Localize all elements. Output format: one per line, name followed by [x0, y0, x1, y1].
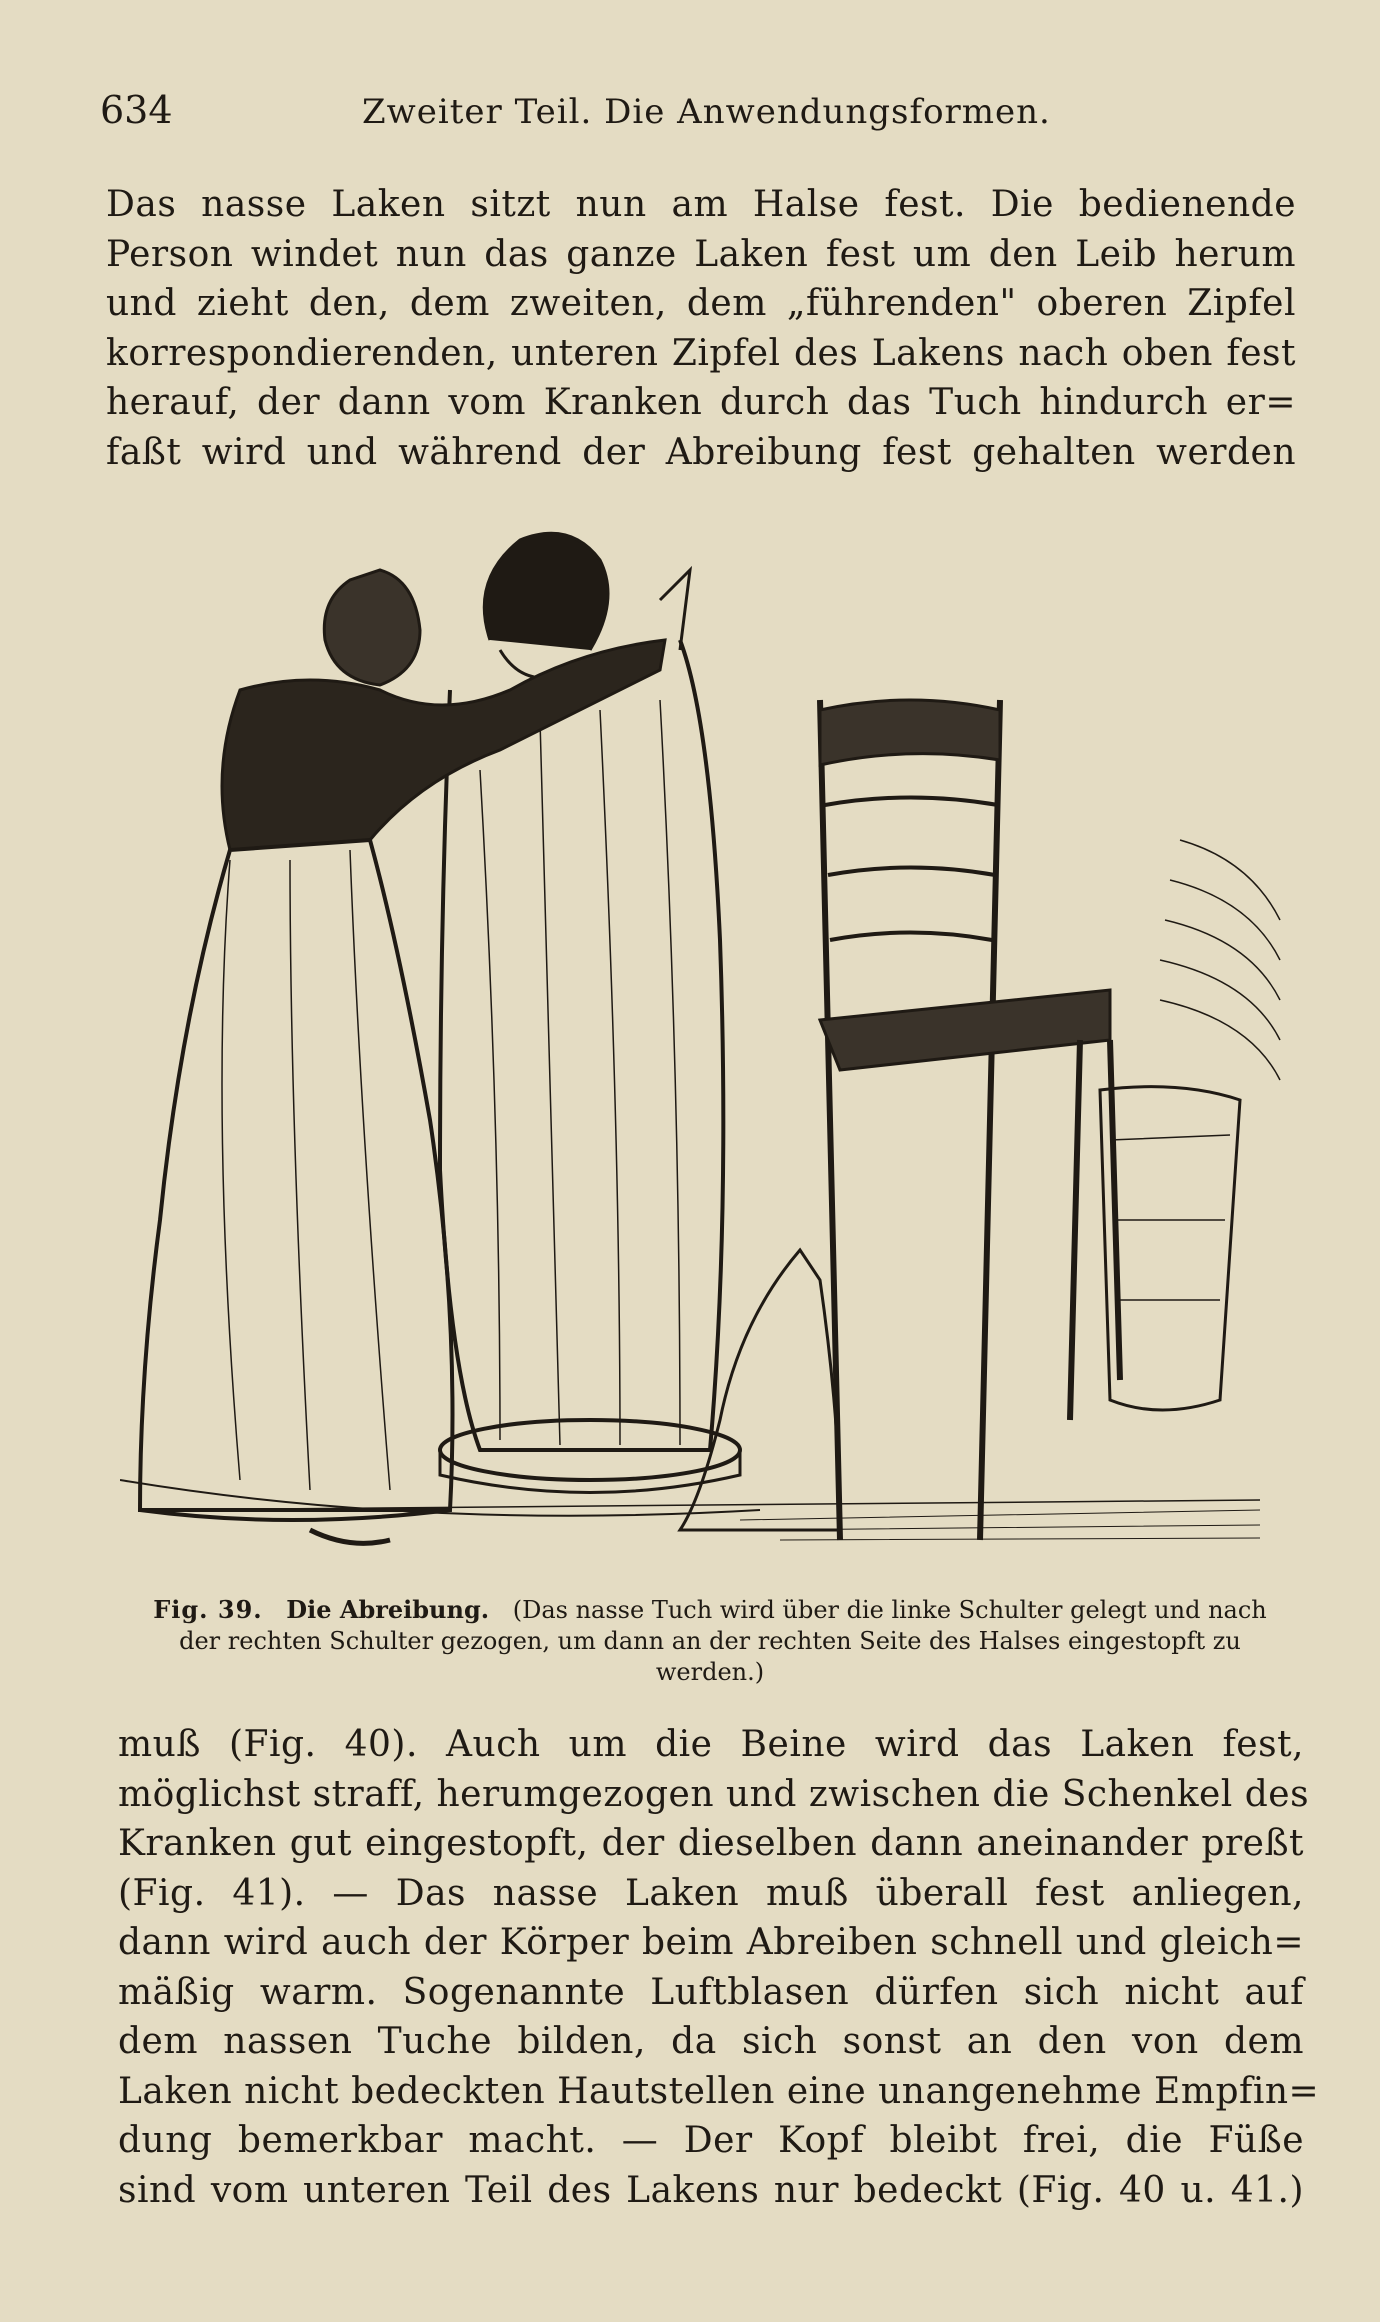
chair-top-rail	[820, 700, 1000, 765]
figure-caption	[150, 1594, 1270, 1688]
background-hatching	[1160, 840, 1280, 1080]
text-line: Das nasse Laken sitzt nun am Halse fest. Die bedienende	[106, 184, 1296, 225]
page-header	[100, 88, 1300, 148]
text-line: Person windet nun das ganze Laken fest um den Leib herum	[106, 233, 1296, 275]
text-line: sind vom unteren Teil des Lakens nur bedeckt (Fig. 40 u. 41.)	[118, 2169, 1304, 2211]
text-line: dem nassen Tuche bilden, da sich sonst an den von dem	[118, 2021, 1304, 2062]
figure-description: (Das nasse Tuch wird über die linke Schulter gelegt und nach der rechten Schulter gezogen, um dann an der rechten Seite des Halses eingestopft zu werden.)	[179, 1596, 1267, 1686]
text-line: korrespondierenden, unteren Zipfel des Lakens nach oben fest	[106, 332, 1296, 374]
text-line: (Fig. 41). — Das nasse Laken muß überall fest anliegen,	[118, 1872, 1304, 1914]
text-line: muß (Fig. 40). Auch um die Beine wird das Laken fest,	[118, 1724, 1304, 1765]
attendant-shoe	[310, 1530, 390, 1543]
sheet-folds	[480, 700, 680, 1445]
sheet-outline	[440, 640, 723, 1450]
figure-label: Fig. 39.	[153, 1595, 263, 1624]
paragraph-top	[106, 180, 1296, 477]
ground-hatching	[740, 1510, 1260, 1540]
page-number: 634	[100, 88, 173, 132]
text-line: möglichst straff, herumgezogen und zwischen die Schenkel des	[118, 1773, 1310, 1815]
text-line: Laken nicht bedeckten Hautstellen eine unangenehme Empfin=	[118, 2070, 1320, 2112]
chair-front-legs	[1070, 1040, 1120, 1420]
bucket-bands	[1110, 1135, 1230, 1300]
sheet-corner	[660, 570, 690, 650]
text-line: und zieht den, dem zweiten, dem „führenden" oberen Zipfel	[106, 283, 1296, 324]
attendant-head	[324, 570, 420, 685]
chair-back-posts	[820, 700, 1000, 1540]
text-line: herauf, der dann vom Kranken durch das Tuch hindurch er=	[106, 382, 1296, 423]
skirt-folds	[222, 850, 390, 1490]
patient-hair	[484, 533, 608, 650]
figure-title: Die Abreibung.	[286, 1595, 490, 1624]
text-line: Kranken gut eingestopft, der dieselben dann aneinander preßt	[118, 1823, 1304, 1864]
chair-slats	[825, 798, 998, 941]
running-head: Zweiter Teil. Die Anwendungsformen.	[362, 92, 1051, 132]
text-line: mäßig warm. Sogenannte Luftblasen dürfen sich nicht auf	[118, 1971, 1304, 2013]
text-line: dann wird auch der Körper beim Abreiben schnell und gleich=	[118, 1922, 1304, 1963]
engraving-drawing	[120, 520, 1300, 1570]
figure-illustration	[120, 520, 1300, 1570]
draped-cloth	[680, 1250, 840, 1530]
paragraph-bottom	[118, 1720, 1320, 2215]
chair-seat	[820, 990, 1110, 1070]
text-line: faßt wird und während der Abreibung fest gehalten werden	[106, 431, 1296, 473]
text-line: dung bemerkbar macht. — Der Kopf bleibt frei, die Füße	[118, 2120, 1304, 2161]
